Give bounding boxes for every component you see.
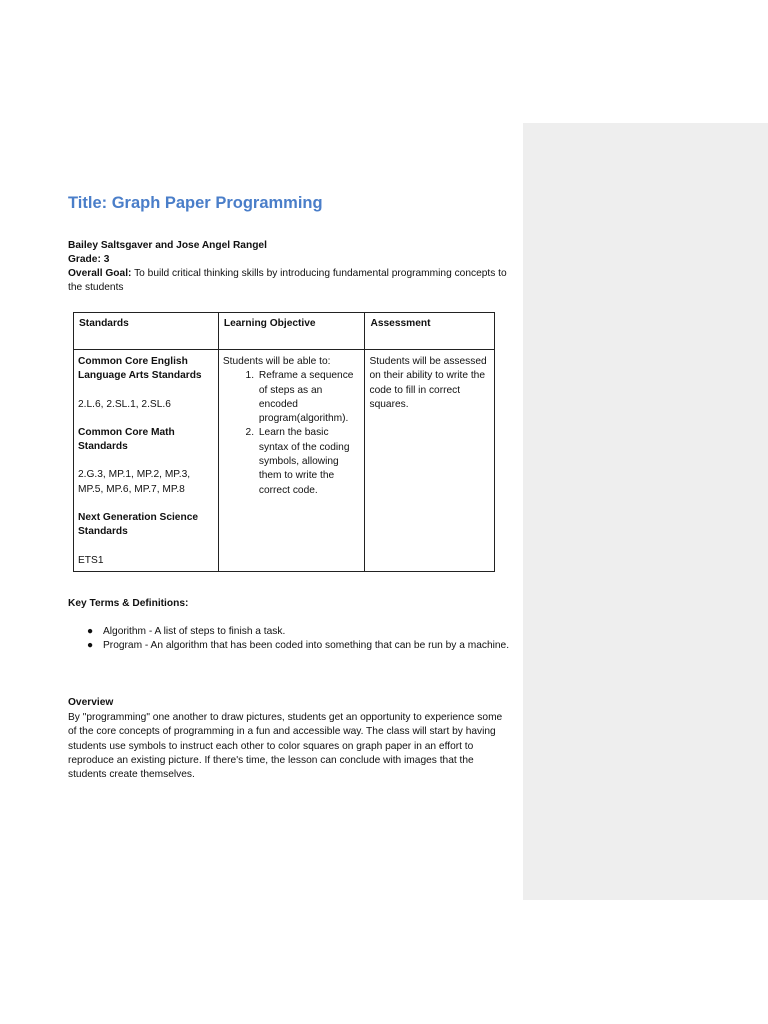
standards-table xyxy=(73,312,495,572)
term-text: Program - An algorithm that has been coded into something that can be run by a machine. xyxy=(103,640,510,652)
term-text: Algorithm - A list of steps to finish a task. xyxy=(103,626,286,637)
assessment-cell: Students will be assessed on their ability to write the code to fill in correct squares. xyxy=(365,350,495,572)
list-item xyxy=(87,639,543,653)
goal-text: To build critical thinking skills by introducing fundamental programming concepts to the students xyxy=(68,268,507,293)
authors: Bailey Saltsgaver and Jose Angel Rangel xyxy=(68,240,267,251)
list-item: 1. Reframe a sequence of steps as an encoded program(algorithm). xyxy=(257,369,361,426)
document-title: Title: Graph Paper Programming xyxy=(68,194,323,212)
objective-intro: Students will be able to: xyxy=(222,356,331,367)
standard-codes: 2.G.3, MP.1, MP.2, MP.3, MP.5, MP.6, MP.7, MP.8 xyxy=(78,469,191,495)
comment-margin-panel xyxy=(523,123,768,900)
bullet-icon: ● xyxy=(87,640,94,652)
standard-name: Next Generation Science Standards xyxy=(78,512,199,538)
header-standards: Standards xyxy=(74,313,219,350)
header-learning-objective: Learning Objective xyxy=(218,313,365,350)
table-header-row xyxy=(74,313,495,350)
lesson-meta xyxy=(68,239,513,295)
key-terms-list xyxy=(68,625,543,654)
objective-list xyxy=(223,369,361,498)
key-terms-heading: Key Terms & Definitions: xyxy=(68,598,189,609)
standard-codes: 2.L.6, 2.SL.1, 2.SL.6 xyxy=(78,398,171,410)
goal-label: Overall Goal: xyxy=(68,268,132,279)
overview-heading: Overview xyxy=(68,697,114,708)
bullet-icon: ● xyxy=(87,626,94,637)
list-item xyxy=(87,625,543,639)
standard-name: Common Core Math Standards xyxy=(78,426,175,453)
grade-value: 3 xyxy=(103,254,110,265)
table-row xyxy=(74,350,495,572)
standard-codes: ETS1 xyxy=(78,554,104,566)
standard-name: Common Core English Language Arts Standards xyxy=(78,356,202,382)
header-assessment: Assessment xyxy=(365,313,495,350)
objective-cell xyxy=(218,350,365,572)
grade-line xyxy=(68,253,513,267)
standards-cell xyxy=(74,350,219,572)
grade-label: Grade: xyxy=(68,254,101,265)
goal-line xyxy=(68,267,513,295)
list-item: 2. Learn the basic syntax of the coding symbols, allowing them to write the correct code. xyxy=(257,426,361,497)
overview-text: By "programming" one another to draw pictures, students get an opportunity to experience some of the core concepts of programming in a fun and accessible way. The class will start by having students use symbols to instruct each other to color squares on graph paper in an effort to reproduce an existing picture. If there's time, the lesson can conclude with images that the students create themselves. xyxy=(68,712,503,781)
